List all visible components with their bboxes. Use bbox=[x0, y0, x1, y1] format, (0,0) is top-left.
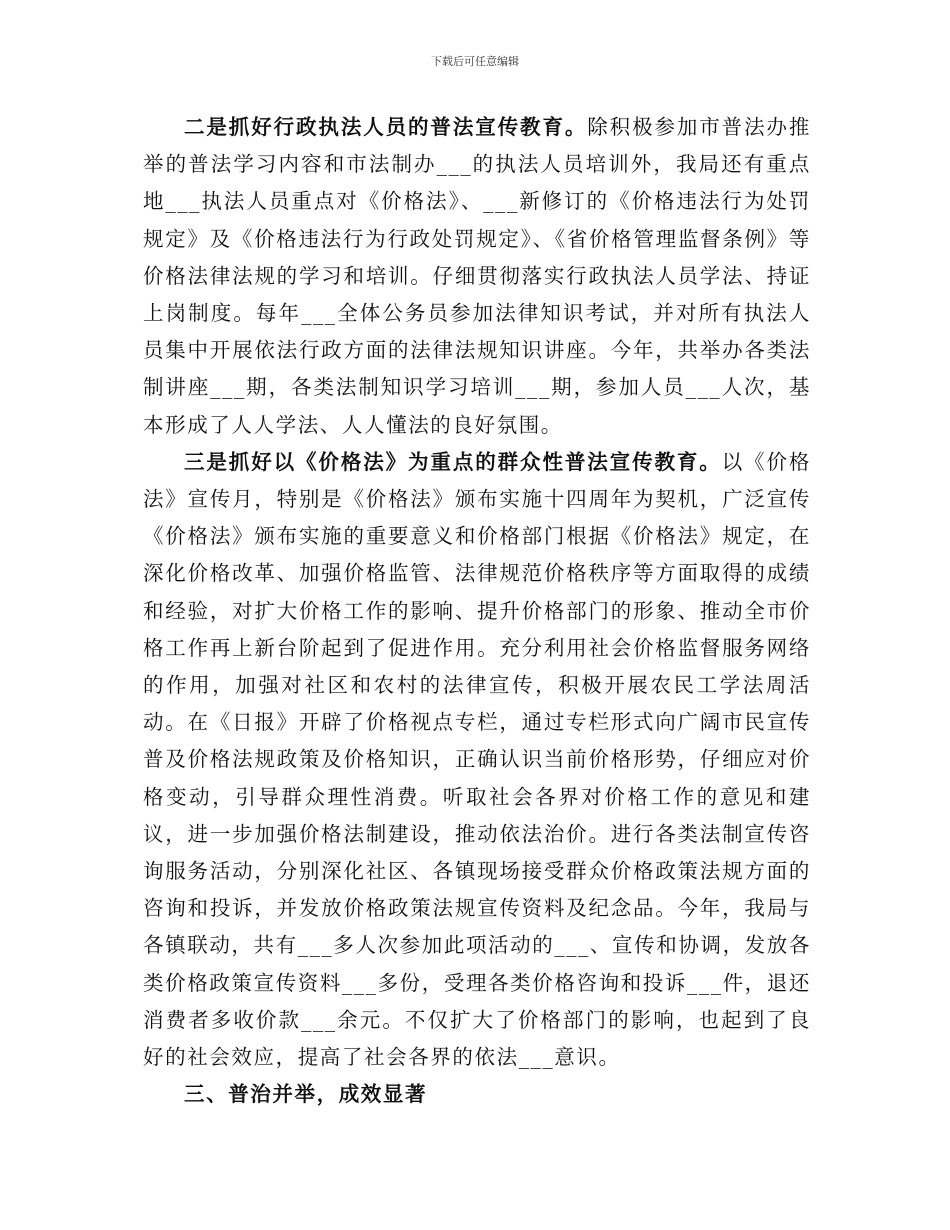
paragraph-lead: 二是抓好行政执法人员的普法宣传教育。 bbox=[184, 115, 588, 139]
page-header: 下载后可任意编辑 bbox=[431, 55, 519, 68]
paragraph-lead: 三是抓好以《价格法》为重点的群众性普法宣传教育。 bbox=[184, 449, 722, 474]
paragraph-text: 除积极参加市普法办推举的普法学习内容和市法制办___的执法人员培训外，我局还有重点地___执法人员重点对《价格法》、___新修订的《价格违法行为处罚规定》及《价格违法行为行政处罚规定》、《省价格管理监督条例》等价格法律法规的学习和培训。仔细贯彻落实行政执法人员学法、持证上岗制度。每年___全体公务员参加法律知识考试，并对所有执法人员集中开展依法行政方面的法律法规知识讲座。今年，共举办各类法制讲座___期，各类法制知识学习培训___期，参加人员___人次，基本形成了人人学法、人人懂法的良好氛围。 bbox=[143, 115, 811, 437]
paragraph-public-education bbox=[143, 444, 811, 1076]
paragraph-law-enforcement-education bbox=[143, 109, 811, 444]
paragraph-text: 以《价格法》宣传月，特别是《价格法》颁布实施十四周年为契机，广泛宣传《价格法》颁布实施的重要意义和价格部门根据《价格法》规定，在深化价格改革、加强价格监管、法律规范价格秩序等方面取得的成绩和经验，对扩大价格工作的影响、提升价格部门的形象、推动全市价格工作再上新台阶起到了促进作用。充分利用社会价格监督服务网络的作用，加强对社区和农村的法律宣传，积极开展农民工学法周活动。在《日报》开辟了价格视点专栏，通过专栏形式向广阔市民宣传普及价格法规政策及价格知识，正确认识当前价格形势，仔细应对价格变动，引导群众理性消费。听取社会各界对价格工作的意见和建议，进一步加强价格法制建设，推动依法治价。进行各类法制宣传咨询服务活动，分别深化社区、各镇现场接受群众价格政策法规方面的咨询和投诉，并发放价格政策法规宣传资料及纪念品。今年，我局与各镇联动，共有___多人次参加此项活动的___、宣传和协调，发放各类价格政策宣传资料___多份，受理各类价格咨询和投诉___件，退还消费者多收价款___余元。不仅扩大了价格部门的影响，也起到了良好的社会效应，提高了社会各界的依法___意识。 bbox=[143, 449, 811, 1070]
section-heading: 三、普治并举，成效显著 bbox=[184, 1082, 428, 1107]
document-body bbox=[143, 109, 811, 1113]
